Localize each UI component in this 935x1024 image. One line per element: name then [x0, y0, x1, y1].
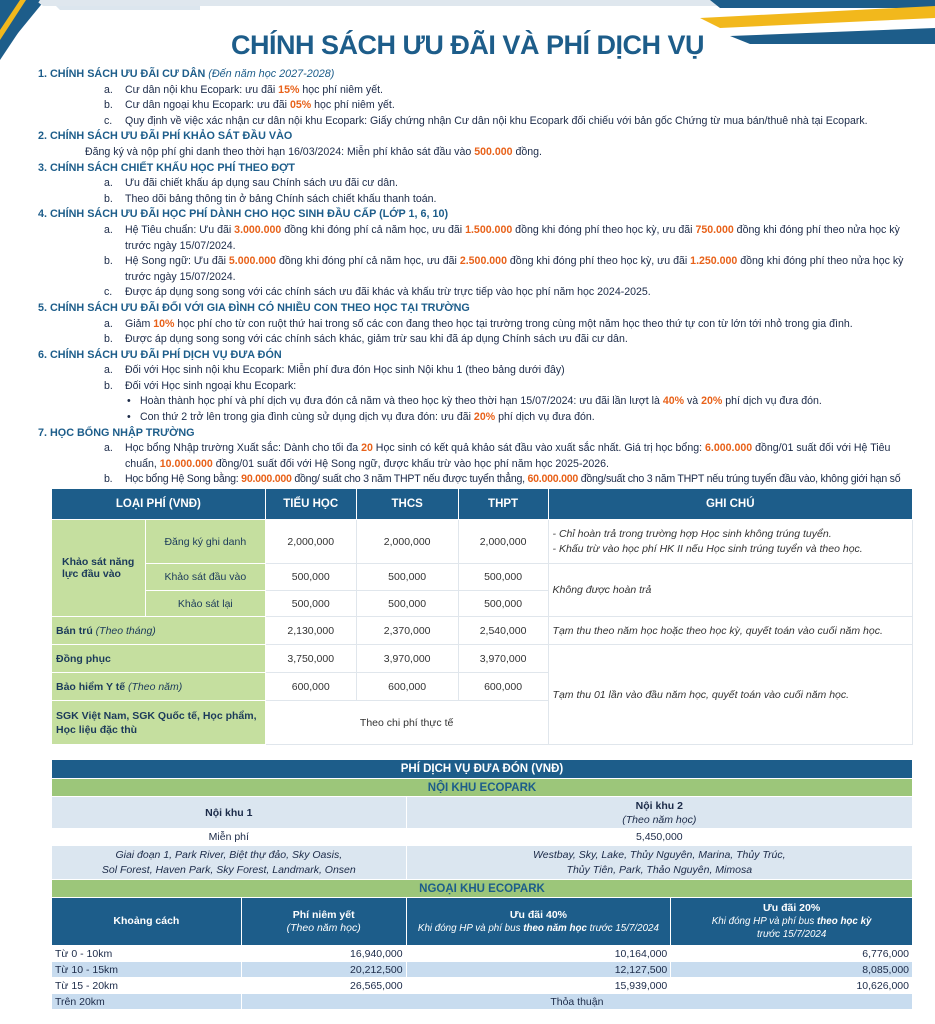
- table-row: [52, 520, 913, 564]
- row-label: Bán trú (Theo tháng): [52, 617, 266, 645]
- fee-value: 600,000: [458, 673, 548, 701]
- header-distance: Khoảng cách: [52, 898, 242, 946]
- table-row: [52, 962, 913, 978]
- section-5-title: 5. CHÍNH SÁCH ƯU ĐÃI ĐỐI VỚI GIA ĐÌNH CÓ NHIỀU CON THEO HỌC TẠI TRƯỜNG: [38, 301, 470, 314]
- noikhu-2-areas: Westbay, Sky, Lake, Thủy Nguyên, Marina, Thủy Trúc, Thủy Tiên, Park, Thảo Nguyên, Mimosa: [406, 846, 912, 880]
- noikhu-1-areas: Giai đoạn 1, Park River, Biệt thự đảo, Sky Oasis, Sol Forest, Haven Park, Sky Forest, Landmark, Onsen: [52, 846, 407, 880]
- fee-value: 2,540,000: [458, 617, 548, 645]
- fee-value: 500,000: [265, 564, 356, 591]
- discount-20-cell: 8,085,000: [671, 962, 913, 978]
- header-primary: TIỂU HỌC: [265, 489, 356, 520]
- distance-cell: Từ 15 - 20km: [52, 978, 242, 994]
- header-fee-type: LOẠI PHÍ (VNĐ): [52, 489, 266, 520]
- fee-table: [51, 488, 913, 745]
- fee-value: 2,000,000: [356, 520, 458, 564]
- section-6-bullet-1: • Hoàn thành học phí và phí dịch vụ đưa đón cả năm và theo học kỳ theo thời hạn 15/07/2024: ưu đãi lần lượt là 40% và 20% phí dịch vụ đưa đón.: [127, 395, 822, 408]
- section-1-item-c: c. Quy định về việc xác nhận cư dân nội khu Ecopark: Giấy chứng nhận Cư dân nội khu Ecopark đối chiếu với bản gốc Chứng từ mua bán/thuê nhà tại Ecopark.: [104, 114, 868, 127]
- fee-value: 500,000: [265, 591, 356, 617]
- section-4-item-a: a. Hệ Tiêu chuẩn: Ưu đãi 3.000.000 đồng khi đóng phí cả năm học, ưu đãi 1.500.000 đồng khi đóng phí theo học kỳ, ưu đãi 750.000 đồng khi đóng phí theo nửa học kỳ trước ngày 15/07/2024.: [104, 223, 900, 252]
- fee-value: 2,000,000: [458, 520, 548, 564]
- section-4-item-c: c. Được áp dụng song song với các chính sách ưu đãi khác và khấu trừ trực tiếp vào học phí năm học 2024-2025.: [104, 286, 651, 299]
- fee-value: 3,750,000: [265, 645, 356, 673]
- fee-value: Theo chi phí thực tế: [265, 701, 548, 745]
- section-1-title: 1. CHÍNH SÁCH ƯU ĐÃI CƯ DÂN (Đến năm học 2027-2028): [38, 68, 335, 80]
- fee-value: 3,970,000: [356, 645, 458, 673]
- note-cell: Tạm thu 01 lần vào đầu năm học, quyết toán vào cuối năm học.: [548, 645, 912, 745]
- table-row: [52, 645, 913, 673]
- section-7-item-b: b. Học bổng Hệ Song bằng: 90.000.000 đồng/ suất cho 3 năm THPT nếu được tuyển thẳng, 60.000.000 đồng/suất cho 3 năm THPT nếu trúng tuyển đầu vào, không giới hạn số: [104, 473, 901, 486]
- note-cell: Không được hoàn trả: [548, 564, 912, 617]
- section-6-bullet-2: • Con thứ 2 trở lên trong gia đình cùng sử dụng dịch vụ đưa đón: ưu đãi 20% phí dịch vụ đưa đón.: [127, 411, 595, 424]
- section-5-item-b: b. Được áp dụng song song với các chính sách khác, giảm trừ sau khi đã áp dụng Chính sách ưu đãi cư dân.: [104, 333, 628, 346]
- row-label: Đăng ký ghi danh: [145, 520, 265, 564]
- bus-table-title: PHÍ DỊCH VỤ ĐƯA ĐÓN (VNĐ): [52, 760, 913, 779]
- policy-list: [38, 67, 918, 504]
- fee-value: 2,130,000: [265, 617, 356, 645]
- section-2-title: 2. CHÍNH SÁCH ƯU ĐÃI PHÍ KHẢO SÁT ĐẦU VÀO: [38, 130, 293, 143]
- header-secondary: THCS: [356, 489, 458, 520]
- section-4-item-b: b. Hệ Song ngữ: Ưu đãi 5.000.000 đồng khi đóng phí cả năm học, ưu đãi 2.500.000 đồng khi đóng phí theo học kỳ, ưu đãi 1.250.000 đồng khi đóng phí theo nửa học kỳ trước ngày 15/07/2024.: [104, 255, 904, 283]
- header-discount-20: Ưu đãi 20% Khi đóng HP và phí bus theo học kỳ trước 15/7/2024: [671, 898, 913, 946]
- fee-value: 600,000: [265, 673, 356, 701]
- fee-value: 500,000: [356, 564, 458, 591]
- bus-fee-table: [51, 759, 913, 1010]
- distance-cell: Từ 10 - 15km: [52, 962, 242, 978]
- note-cell: Tạm thu theo năm học hoặc theo học kỳ, quyết toán vào cuối năm học.: [548, 617, 912, 645]
- row-label: Khảo sát đầu vào: [145, 564, 265, 591]
- fee-value: 2,000,000: [265, 520, 356, 564]
- page-title: CHÍNH SÁCH ƯU ĐÃI VÀ PHÍ DỊCH VỤ: [231, 30, 704, 60]
- section-3-item-a: a. Ưu đãi chiết khấu áp dụng sau Chính sách ưu đãi cư dân.: [104, 177, 398, 190]
- section-6-title: 6. CHÍNH SÁCH ƯU ĐÃI PHÍ DỊCH VỤ ĐƯA ĐÓN: [38, 348, 282, 361]
- fee-value: 2,370,000: [356, 617, 458, 645]
- fee-table-header: [52, 489, 913, 520]
- distance-cell: Trên 20km: [52, 994, 242, 1010]
- table-row: [52, 946, 913, 962]
- distance-cell: Từ 0 - 10km: [52, 946, 242, 962]
- section-5-item-a: a. Giảm 10% học phí cho từ con ruột thứ hai trong số các con đang theo học tại trường trong cùng một năm học theo thứ tự con từ lớn tới nhỏ trong gia đình.: [104, 317, 853, 330]
- table-row: [52, 994, 913, 1010]
- list-price-cell: 20,212,500: [241, 962, 406, 978]
- row-label: SGK Việt Nam, SGK Quốc tế, Học phẩm, Học liệu đặc thù: [52, 701, 266, 745]
- ngoaikhu-title: NGOẠI KHU ECOPARK: [52, 880, 913, 898]
- fee-value: 600,000: [356, 673, 458, 701]
- header-discount-40: Ưu đãi 40% Khi đóng HP và phí bus theo năm học trước 15/7/2024: [406, 898, 671, 946]
- discount-20-cell: 6,776,000: [671, 946, 913, 962]
- section-7-item-a: a. Học bổng Nhập trường Xuất sắc: Dành cho tối đa 20 Học sinh có kết quả khảo sát đầu vào xuất sắc nhất. Giá trị học bổng: 6.000.000 đồng/01 suất đối với Hệ Tiêu chuẩn, 10.000.000 đồng/01 suất đối với Hệ Song ngữ, được khấu trừ vào học phí năm học 2025-2026.: [104, 442, 891, 470]
- noikhu-2-header: Nội khu 2 (Theo năm học): [406, 797, 912, 829]
- row-label: Đồng phục: [52, 645, 266, 673]
- discount-40-cell: 10,164,000: [406, 946, 671, 962]
- table-row: [52, 564, 913, 591]
- discount-40-cell: 12,127,500: [406, 962, 671, 978]
- list-price-cell: 16,940,000: [241, 946, 406, 962]
- negotiable-cell: Thỏa thuận: [241, 994, 912, 1010]
- section-3-item-b: b. Theo dõi bảng thông tin ở bảng Chính sách chiết khấu thanh toán.: [104, 192, 437, 205]
- discount-40-cell: 15,939,000: [406, 978, 671, 994]
- fee-value: 3,970,000: [458, 645, 548, 673]
- section-6-item-b: b. Đối với Học sinh ngoại khu Ecopark:: [104, 379, 297, 392]
- header-highschool: THPT: [458, 489, 548, 520]
- section-2-text: Đăng ký và nộp phí ghi danh theo thời hạn 16/03/2024: Miễn phí khảo sát đầu vào 500.000 đồng.: [85, 145, 542, 158]
- section-3-title: 3. CHÍNH SÁCH CHIẾT KHẤU HỌC PHÍ THEO ĐỢT: [38, 161, 295, 174]
- section-4-title: 4. CHÍNH SÁCH ƯU ĐÃI HỌC PHÍ DÀNH CHO HỌC SINH ĐẦU CẤP (LỚP 1, 6, 10): [38, 208, 449, 221]
- noikhu-2-price: 5,450,000: [406, 829, 912, 846]
- row-label: Bảo hiểm Y tế (Theo năm): [52, 673, 266, 701]
- noikhu-1-header: Nội khu 1: [52, 797, 407, 829]
- section-6-item-a: a. Đối với Học sinh nội khu Ecopark: Miễn phí đưa đón Học sinh Nội khu 1 (theo bảng dưới đây): [104, 364, 565, 377]
- list-price-cell: 26,565,000: [241, 978, 406, 994]
- table-row: [52, 617, 913, 645]
- section-7-title: 7. HỌC BỔNG NHẬP TRƯỜNG: [38, 426, 195, 439]
- header-note: GHI CHÚ: [548, 489, 912, 520]
- fee-value: 500,000: [458, 564, 548, 591]
- fee-value: 500,000: [356, 591, 458, 617]
- discount-20-cell: 10,626,000: [671, 978, 913, 994]
- table-row: [52, 978, 913, 994]
- section-1-item-b: b. Cư dân ngoại khu Ecopark: ưu đãi 05% học phí niêm yết.: [104, 99, 395, 112]
- noikhu-title: NỘI KHU ECOPARK: [52, 779, 913, 797]
- fee-value: 500,000: [458, 591, 548, 617]
- header-list-price: Phí niêm yết (Theo năm học): [241, 898, 406, 946]
- noikhu-1-price: Miễn phí: [52, 829, 407, 846]
- section-1-item-a: a. Cư dân nội khu Ecopark: ưu đãi 15% học phí niêm yết.: [104, 83, 383, 96]
- note-cell: - Chỉ hoàn trả trong trường hợp Học sinh không trúng tuyển. - Khấu trừ vào học phí HK II nếu Học sinh trúng tuyển và theo học.: [548, 520, 912, 564]
- row-label: Khảo sát lại: [145, 591, 265, 617]
- khaosat-group-label: Khảo sát năng lực đầu vào: [52, 520, 146, 617]
